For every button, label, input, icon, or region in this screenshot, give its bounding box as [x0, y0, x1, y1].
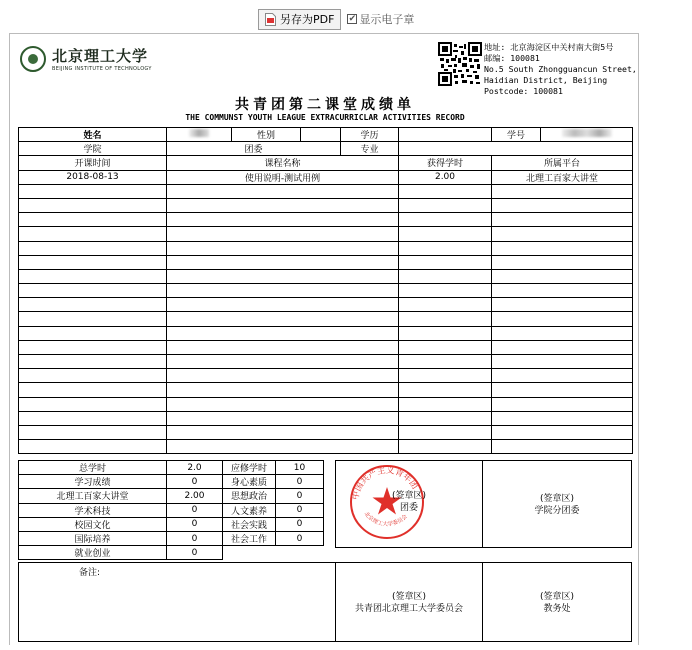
summary-value2: 0	[276, 503, 324, 517]
address-line: 地址: 北京海淀区中关村南大街5号	[484, 42, 614, 52]
empty-cell	[399, 184, 492, 198]
address-line: 邮编: 100081	[484, 53, 540, 63]
seal2-org: 学院分团委	[534, 506, 580, 516]
college-value: 团委	[167, 142, 341, 156]
summary-value2: 0	[276, 531, 324, 545]
course-platform: 北理工百家大讲堂	[492, 170, 633, 184]
empty-cell	[492, 184, 633, 198]
show-seal-label: 显示电子章	[359, 13, 415, 26]
empty-cell	[167, 255, 399, 269]
stamp-bottom-text: 北京理工大学委员会	[362, 511, 409, 528]
empty-cell	[19, 326, 167, 340]
empty-cell	[492, 369, 633, 383]
summary-label: 就业创业	[19, 546, 167, 560]
empty-cell	[399, 198, 492, 212]
summary-value: 2.0	[167, 461, 223, 475]
empty-cell	[492, 284, 633, 298]
empty-cell	[492, 312, 633, 326]
summary-value2: 0	[276, 517, 324, 531]
summary-row	[19, 475, 324, 489]
info-row-1	[19, 128, 633, 142]
empty-course-row	[19, 355, 633, 369]
summary-label: 北理工百家大讲堂	[19, 489, 167, 503]
empty-cell	[19, 298, 167, 312]
summary-row	[19, 461, 324, 475]
summary-label2: 社会实践	[223, 517, 276, 531]
empty-cell	[19, 425, 167, 439]
empty-course-row	[19, 425, 633, 439]
empty-cell	[19, 227, 167, 241]
summary-value: 0	[167, 517, 223, 531]
empty-cell	[19, 411, 167, 425]
empty-cell	[167, 198, 399, 212]
seal3-label: (签章区)	[391, 592, 427, 602]
col-header-platform: 所属平台	[492, 156, 633, 170]
empty-cell	[399, 369, 492, 383]
summary-label: 国际培养	[19, 531, 167, 545]
empty-course-row	[19, 326, 633, 340]
empty-course-row	[19, 369, 633, 383]
empty-cell	[19, 440, 167, 454]
empty-course-row	[19, 255, 633, 269]
university-logo	[20, 45, 152, 72]
address-line: Haidian District, Beijing	[484, 75, 608, 85]
empty-cell	[492, 355, 633, 369]
empty-cell	[399, 241, 492, 255]
empty-cell	[167, 284, 399, 298]
empty-cell	[492, 383, 633, 397]
summary-value: 0	[167, 475, 223, 489]
col-header-date: 开课时间	[19, 156, 167, 170]
empty-cell	[19, 312, 167, 326]
empty-cell	[167, 241, 399, 255]
empty-cell	[399, 383, 492, 397]
empty-cell	[167, 227, 399, 241]
empty-cell	[399, 298, 492, 312]
empty-cell	[167, 312, 399, 326]
summary-label: 校园文化	[19, 517, 167, 531]
empty-cell	[167, 213, 399, 227]
empty-cell	[167, 383, 399, 397]
address-line: Postcode: 100081	[484, 86, 563, 96]
summary-empty	[223, 546, 276, 560]
empty-cell	[399, 312, 492, 326]
empty-cell	[19, 255, 167, 269]
summary-table	[18, 460, 324, 560]
summary-value: 0	[167, 546, 223, 560]
seal-box-committee	[335, 562, 483, 642]
seal2-label: (签章区)	[539, 494, 575, 504]
empty-cell	[492, 227, 633, 241]
empty-cell	[399, 411, 492, 425]
seal-box-academic	[482, 562, 632, 642]
summary-row	[19, 517, 324, 531]
empty-cell	[167, 411, 399, 425]
remark-box	[18, 562, 336, 642]
course-row	[19, 170, 633, 184]
empty-course-row	[19, 284, 633, 298]
logo-english: BEIJING INSTITUTE OF TECHNOLOGY	[52, 66, 152, 72]
stamp-ring-text: 中国共产主义青年团	[350, 465, 420, 501]
summary-label2: 应修学时	[223, 461, 276, 475]
empty-cell	[492, 198, 633, 212]
empty-cell	[399, 425, 492, 439]
empty-cell	[167, 440, 399, 454]
university-emblem-icon	[20, 46, 46, 72]
empty-cell	[167, 369, 399, 383]
gender-value	[301, 128, 341, 142]
university-address	[484, 42, 637, 97]
summary-value: 0	[167, 503, 223, 517]
empty-cell	[399, 397, 492, 411]
empty-course-row	[19, 340, 633, 354]
logo-chinese: 北京理工大学	[52, 47, 149, 65]
qr-code-icon	[438, 42, 482, 86]
summary-label: 总学时	[19, 461, 167, 475]
student-id-value	[541, 128, 633, 142]
summary-empty	[276, 546, 324, 560]
empty-cell	[492, 440, 633, 454]
empty-cell	[167, 355, 399, 369]
empty-cell	[492, 326, 633, 340]
show-seal-toggle[interactable]	[347, 11, 414, 27]
summary-row	[19, 489, 324, 503]
empty-cell	[167, 298, 399, 312]
summary-value2: 0	[276, 475, 324, 489]
summary-label2: 身心素质	[223, 475, 276, 489]
pdf-file-icon	[265, 13, 276, 26]
summary-value2: 0	[276, 489, 324, 503]
summary-value: 2.00	[167, 489, 223, 503]
empty-cell	[167, 397, 399, 411]
empty-course-rows	[19, 184, 633, 454]
summary-label: 学术科技	[19, 503, 167, 517]
empty-cell	[167, 184, 399, 198]
empty-course-row	[19, 241, 633, 255]
course-table	[18, 127, 633, 454]
empty-cell	[492, 241, 633, 255]
major-label: 专业	[341, 142, 399, 156]
empty-cell	[167, 269, 399, 283]
empty-cell	[19, 241, 167, 255]
empty-course-row	[19, 440, 633, 454]
empty-cell	[19, 284, 167, 298]
info-row-2	[19, 142, 633, 156]
summary-row	[19, 531, 324, 545]
show-seal-checkbox[interactable]: ✔	[348, 14, 357, 24]
col-header-course: 课程名称	[167, 156, 399, 170]
empty-cell	[492, 425, 633, 439]
empty-cell	[492, 340, 633, 354]
empty-cell	[399, 269, 492, 283]
empty-cell	[399, 284, 492, 298]
page-title: 共青团第二课堂成绩单	[235, 97, 415, 113]
seal4-label: (签章区)	[539, 592, 575, 602]
empty-cell	[19, 269, 167, 283]
empty-cell	[399, 326, 492, 340]
summary-label2: 人文素养	[223, 503, 276, 517]
summary-label: 学习成绩	[19, 475, 167, 489]
remark-label: 备注:	[79, 568, 101, 578]
save-pdf-button[interactable]	[258, 9, 341, 30]
empty-cell	[399, 355, 492, 369]
transcript-sheet	[9, 33, 639, 645]
empty-course-row	[19, 198, 633, 212]
seal-box-league	[335, 460, 483, 548]
toolbar	[258, 8, 414, 30]
empty-cell	[492, 298, 633, 312]
seal1-org: 团委	[399, 503, 418, 513]
name-label: 姓名	[19, 128, 167, 142]
empty-cell	[167, 425, 399, 439]
major-value	[399, 142, 633, 156]
course-name: 使用说明-测试用例	[167, 170, 399, 184]
course-date: 2018-08-13	[19, 170, 167, 184]
course-header-row	[19, 156, 633, 170]
empty-cell	[167, 340, 399, 354]
empty-cell	[399, 340, 492, 354]
summary-row	[19, 503, 324, 517]
save-pdf-label: 另存为PDF	[280, 13, 335, 26]
empty-cell	[19, 198, 167, 212]
empty-cell	[19, 383, 167, 397]
course-hours: 2.00	[399, 170, 492, 184]
education-label: 学历	[341, 128, 399, 142]
seal-box-college	[482, 460, 632, 548]
empty-course-row	[19, 184, 633, 198]
student-id-label: 学号	[492, 128, 541, 142]
summary-value: 0	[167, 531, 223, 545]
education-value	[399, 128, 492, 142]
empty-course-row	[19, 227, 633, 241]
empty-cell	[167, 326, 399, 340]
address-line: No.5 South Zhongguancun Street,	[484, 64, 637, 74]
empty-cell	[19, 213, 167, 227]
empty-course-row	[19, 383, 633, 397]
empty-course-row	[19, 411, 633, 425]
summary-row	[19, 546, 324, 560]
empty-cell	[19, 355, 167, 369]
empty-course-row	[19, 312, 633, 326]
empty-cell	[399, 440, 492, 454]
empty-course-row	[19, 298, 633, 312]
empty-cell	[492, 255, 633, 269]
redacted-name	[189, 129, 209, 137]
empty-cell	[492, 397, 633, 411]
col-header-hours: 获得学时	[399, 156, 492, 170]
name-value	[167, 128, 232, 142]
empty-cell	[19, 184, 167, 198]
summary-value2: 10	[276, 461, 324, 475]
empty-cell	[399, 213, 492, 227]
empty-cell	[492, 411, 633, 425]
redacted-student-id	[562, 129, 612, 137]
empty-cell	[399, 255, 492, 269]
empty-cell	[19, 340, 167, 354]
summary-label2: 社会工作	[223, 531, 276, 545]
gender-label: 性别	[232, 128, 301, 142]
seal1-label: (签章区)	[391, 491, 427, 501]
empty-cell	[19, 397, 167, 411]
empty-course-row	[19, 213, 633, 227]
seal4-org: 教务处	[543, 604, 571, 614]
summary-label2: 思想政治	[223, 489, 276, 503]
empty-cell	[492, 213, 633, 227]
page-subtitle: THE COMMUNST YOUTH LEAGUE EXTRACURRICLAR ACTIVITIES RECORD	[185, 113, 465, 122]
empty-course-row	[19, 269, 633, 283]
empty-cell	[399, 227, 492, 241]
empty-cell	[492, 269, 633, 283]
empty-cell	[19, 369, 167, 383]
empty-course-row	[19, 397, 633, 411]
seal3-org: 共青团北京理工大学委员会	[354, 604, 463, 614]
college-label: 学院	[19, 142, 167, 156]
